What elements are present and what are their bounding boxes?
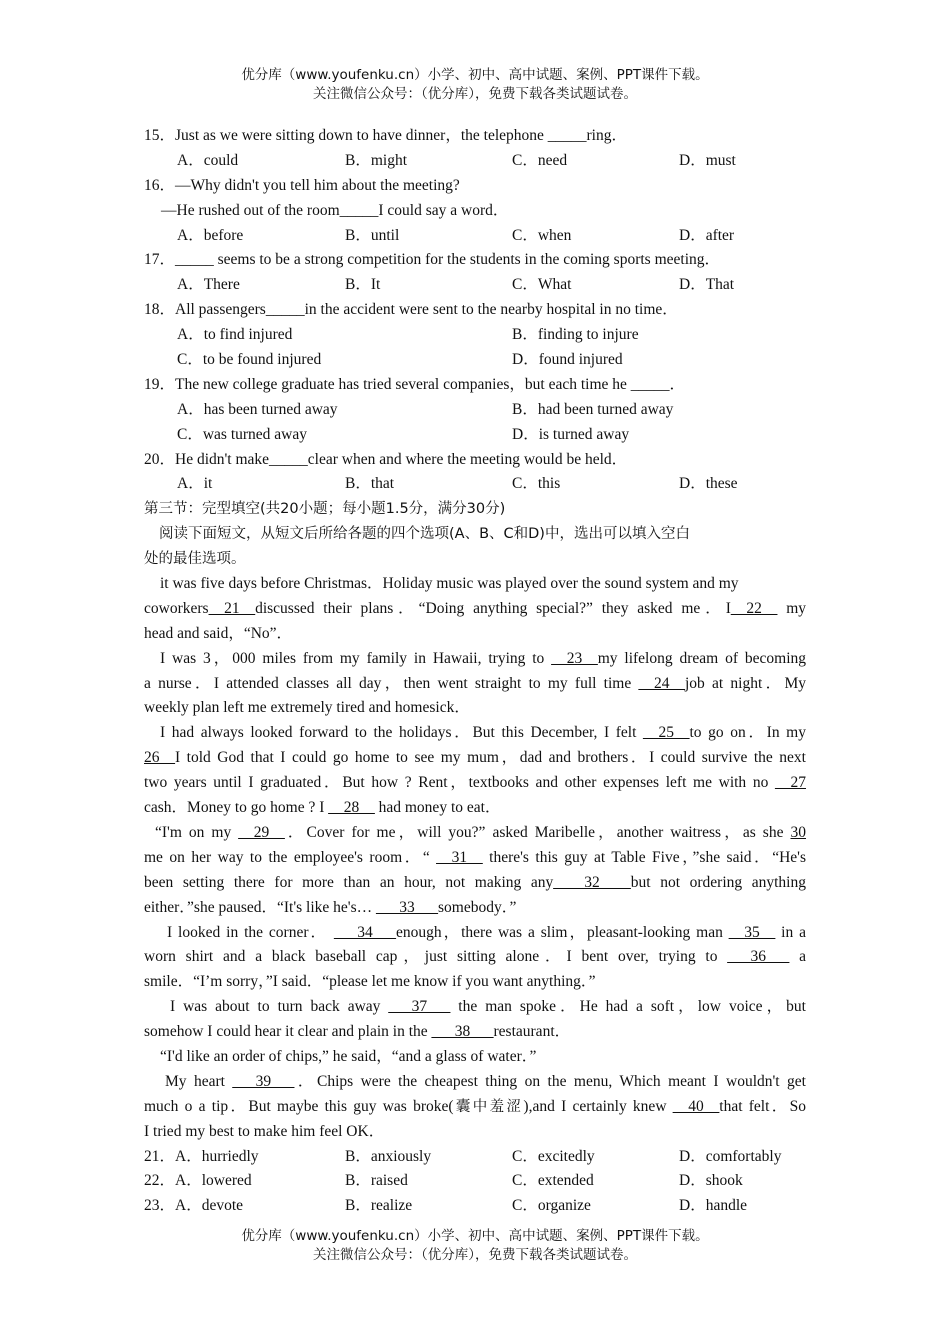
option-c: C．excitedly (512, 1147, 595, 1165)
header-line-2: 关注微信公众号：（优分库），免费下载各类试题试卷。 (313, 86, 637, 102)
blank-33: ___33___ (376, 898, 438, 916)
blank-40: __40__ (672, 1097, 720, 1115)
question-19-options-row-1 (144, 398, 806, 423)
blank-36: ___36___ (727, 948, 790, 966)
blank-29: __29__ (238, 823, 285, 841)
passage-line: My heart ___39___．Chips were the cheapest thing on the menu, Which meant I wouldn't get (165, 1072, 806, 1090)
option-d: D．That (679, 276, 735, 294)
option-a: 21．A．hurriedly (144, 1147, 259, 1165)
option-a: A．could (177, 151, 239, 169)
option-c: C．What (512, 276, 572, 294)
passage-line: I had always looked forward to the holidays．But this December, I felt __25__to go on．In my (160, 724, 806, 742)
question-17-stem: 17．_____ seems to be a strong competition for the students in the coming sports meeting． (144, 251, 720, 269)
section-3-instruction-1: 阅读下面短文，从短文后所给各题的四个选项(A、B、C和D)中，选出可以填入空白 (159, 526, 690, 543)
option-c: C．to be found injured (177, 351, 322, 369)
question-18-options-row-1 (144, 323, 806, 348)
blank-39: ___39___ (232, 1072, 295, 1090)
question-18-stem: 18．All passengers_____in the accident were sent to the nearby hospital in no time． (144, 301, 678, 319)
passage-line: head and said，“No”． (144, 624, 293, 642)
passage-line: 26__I told God that I could go home to see my mum，dad and brothers．I could survive the next (144, 749, 806, 767)
question-15-options (144, 149, 806, 174)
passage-line: “I'm on my __29__．Cover for me，will you?” asked Maribelle，another waitress，as she 30 (155, 823, 806, 841)
option-d: D．is turned away (512, 425, 630, 443)
option-d: D．shook (679, 1172, 743, 1190)
blank-23: __23__ (551, 649, 598, 667)
page-header (0, 66, 950, 104)
passage-line: either．”she paused．“It's like he's… ___33___somebody．” (144, 898, 517, 916)
question-15-stem: 15．Just as we were sitting down to have dinner，the telephone _____ring． (144, 127, 627, 144)
option-d: D．comfortably (679, 1147, 782, 1165)
blank-24: __24__ (638, 674, 685, 692)
question-20-options (144, 472, 806, 497)
option-b: B．until (345, 226, 400, 244)
blank-22: __22__ (730, 599, 778, 617)
option-b: B．raised (345, 1172, 408, 1190)
question-18-options-row-2 (144, 348, 806, 373)
question-17-options (144, 273, 806, 298)
option-b: B．anxiously (345, 1147, 432, 1165)
exam-content (144, 124, 806, 1219)
blank-21: __21__ (208, 599, 256, 617)
option-a: A．before (177, 226, 244, 244)
section-3-instruction-2: 处的最佳选项。 (144, 551, 246, 568)
option-b: B．might (345, 151, 408, 169)
blank-25: __25__ (642, 724, 690, 742)
option-b: B．that (345, 475, 395, 493)
option-b: B．finding to injure (512, 326, 639, 344)
option-d: D．after (679, 226, 735, 244)
section-3-title: 第三节：完型填空(共20小题；每小题1.5分，满分30分) (144, 501, 506, 518)
passage-line: two years until I graduated．But how ? Rent，textbooks and other expenses left me with no __27 (144, 774, 806, 792)
option-d: D．these (679, 475, 738, 493)
blank-31: __31__ (436, 848, 483, 866)
option-a: 23．A．devote (144, 1197, 244, 1215)
option-c: C．when (512, 226, 572, 244)
footer-line-2: 关注微信公众号：（优分库），免费下载各类试题试卷。 (313, 1247, 637, 1263)
passage-line: been setting there for more than an hour, not making any____32____but not ordering anything (144, 873, 806, 891)
question-20-stem: 20．He didn't make_____clear when and where the meeting would be held． (144, 450, 628, 468)
passage-line: a nurse．I attended classes all day，then went straight to my full time __24__job at night．My (144, 674, 806, 692)
passage-line: it was five days before Christmas．Holiday music was played over the sound system and my (160, 575, 739, 593)
passage-line: I tried my best to make him feel OK． (144, 1122, 385, 1140)
option-d: D．handle (679, 1197, 748, 1215)
option-a: A．has been turned away (177, 400, 338, 418)
option-a: A．to find injured (177, 326, 293, 344)
blank-30: 30 (790, 823, 806, 841)
passage-line: somehow I could hear it clear and plain in the ___38___restaurant． (144, 1023, 571, 1041)
option-c: C．was turned away (177, 425, 307, 443)
header-line-1: 优分库（www.youfenku.cn）小学、初中、高中试题、案例、PPT课件下载。 (241, 67, 709, 83)
option-c: C．this (512, 475, 561, 493)
passage-line: I was 3，000 miles from my family in Hawaii, trying to __23__my lifelong dream of becoming (160, 649, 806, 667)
passage-line: me on her way to the employee's room．“ __31__ there's this guy at Table Five，”she said．“He's (144, 848, 806, 866)
page-footer (0, 1227, 950, 1265)
option-c: C．organize (512, 1197, 591, 1215)
passage-line: I was about to turn back away ___37___ the man spoke．He had a soft，low voice，but (170, 998, 806, 1016)
blank-26: 26__ (144, 749, 175, 767)
passage-line: smile．“I’m sorry，”I said．“please let me know if you want anything．” (144, 973, 596, 991)
question-23-options (144, 1194, 806, 1219)
passage-line: weekly plan left me extremely tired and homesick． (144, 699, 470, 717)
passage-line: “I'd like an order of chips,” he said，“and a glass of water．” (160, 1047, 537, 1065)
question-22-options (144, 1169, 806, 1194)
option-b: B．realize (345, 1197, 413, 1215)
blank-37: ___37___ (388, 998, 451, 1016)
passage-line: coworkers__21__discussed their plans．“Doing anything special?” they asked me．I__22__ my (144, 599, 807, 617)
question-19-options-row-2 (144, 423, 806, 448)
question-19-stem: 19．The new college graduate has tried several companies，but each time he _____． (144, 375, 686, 393)
footer-line-1: 优分库（www.youfenku.cn）小学、初中、高中试题、案例、PPT课件下载。 (241, 1228, 709, 1244)
option-a: A．There (177, 276, 240, 294)
option-b: B．had been turned away (512, 400, 674, 418)
blank-35: __35__ (728, 923, 776, 941)
blank-28: __28__ (328, 799, 375, 817)
option-a: 22．A．lowered (144, 1172, 252, 1190)
passage-line: cash．Money to go home ? I __28__ had money to eat． (144, 799, 501, 817)
blank-34: ___34___ (333, 923, 396, 941)
blank-27: __27 (775, 774, 806, 792)
blank-32: ____32____ (553, 873, 631, 891)
option-a: A．it (177, 475, 213, 493)
option-c: C．extended (512, 1172, 594, 1190)
passage-line: much o a tip．But maybe this guy was broke(囊中羞涩),and I certainly knew __40__that felt．So (144, 1097, 807, 1115)
option-d: D．must (679, 151, 736, 169)
passage-line: worn shirt and a black baseball cap，just sitting alone．I bent over, trying to ___36___ a (144, 948, 806, 966)
passage-line: I looked in the corner． ___34___enough，there was a slim，pleasant-looking man __35__ in a (167, 923, 806, 941)
blank-38: ___38___ (431, 1023, 494, 1041)
question-16-stem-reply: —He rushed out of the room_____I could say a word． (161, 201, 509, 219)
option-b: B．It (345, 276, 381, 294)
option-c: C．need (512, 151, 568, 169)
question-16-stem: 16．—Why didn't you tell him about the meeting? (144, 176, 460, 194)
question-21-options (144, 1145, 806, 1170)
option-d: D．found injured (512, 351, 623, 369)
question-16-options (144, 224, 806, 249)
